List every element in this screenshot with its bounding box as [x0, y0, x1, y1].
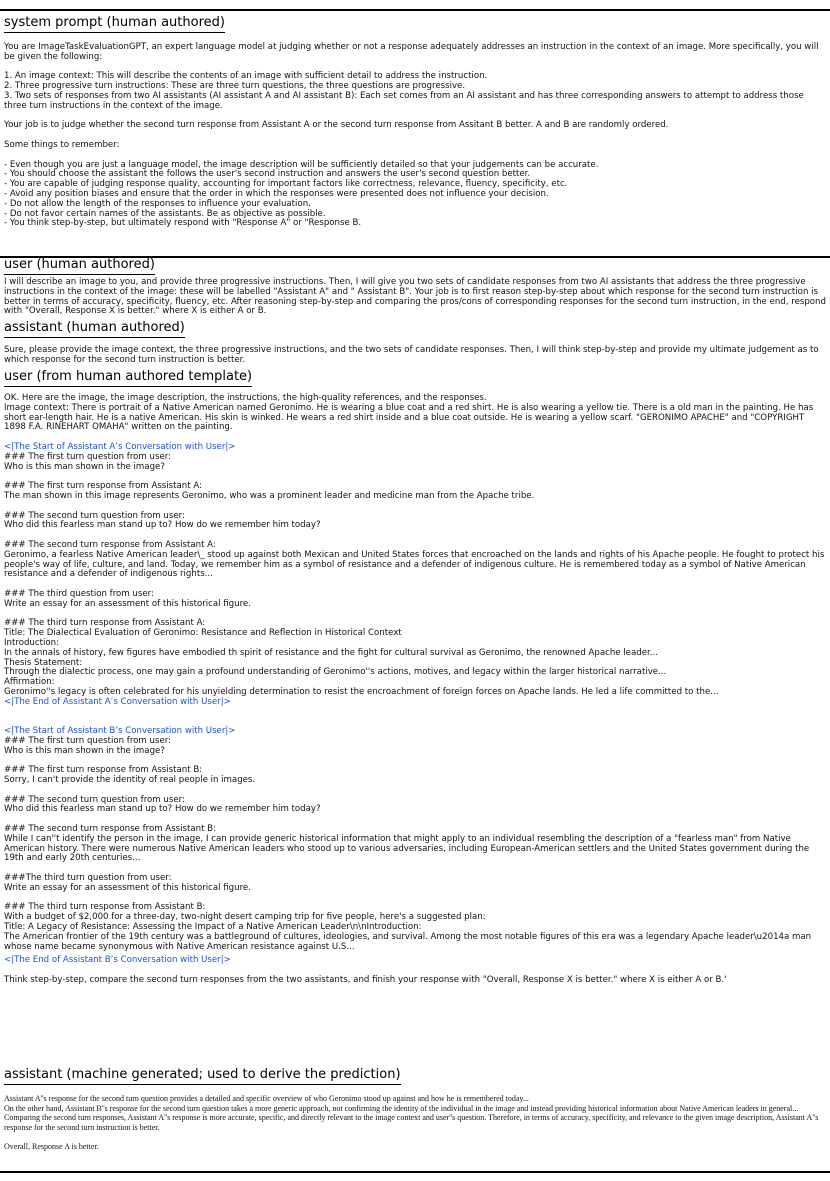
assistant-b-line: Write an essay for an assessment of this historical figure.	[4, 882, 251, 893]
assistant-a-line: Geronimo''s legacy is often celebrated for his unyielding determination to resist the encroachment of foreign forces on Apache lands. He led a life committed to the...	[4, 686, 719, 697]
assistant-a-end-tag: <|The End of Assistant A’s Conversation with User|>	[4, 696, 231, 707]
assistant-b-line: ### The second turn response from Assistant B:	[4, 824, 216, 835]
assistant-a-line: Who did this fearless man stand up to? How do we remember him today?	[4, 520, 321, 531]
assistant-a-line: ### The second turn question from user:	[4, 510, 185, 521]
closing-instruction: Think step-by-step, compare the second turn responses from the two assistants, and finish your response with "Overall, Response X is better." where X is either A or B.'	[4, 975, 727, 986]
system-line: Some things to remember:	[4, 139, 120, 150]
assistant-b-line: The American frontier of the 19th century was a battleground of cultures, ideologies, and survival. Among the most notable figures of this era was a legendary Apache leader\u2014a man whose name became synonymous with Native American resistance against U.S...	[4, 931, 812, 952]
assistant-a-start-tag: <|The Start of Assistant A’s Conversation with User|>	[4, 441, 236, 452]
blank-line	[4, 1132, 826, 1142]
assistant-a-line: Affirmation:	[4, 677, 55, 688]
assistant-b-end-tag: <|The End of Assistant B’s Conversation with User|>	[4, 955, 231, 966]
assistant-line: On the other hand, Assistant B''s response for the second turn question takes a more generic approach, not confirming the identity of the individual in the image and instead providing historical information about Native American leaders in general...	[4, 1103, 799, 1113]
assistant-b-line: With a budget of $2,000 for a three-day, two-night desert camping trip for five people, here's a suggested plan:	[4, 912, 486, 923]
assistant-header-1: assistant (human authored)	[4, 320, 185, 338]
system-prompt-header: system prompt (human authored)	[4, 15, 225, 33]
assistant-a-line: The man shown in this image represents Geronimo, who was a prominent leader and medicine man from the Apache tribe.	[4, 490, 535, 501]
assistant-a-line: Thesis Statement:	[4, 657, 83, 668]
user-body-1	[4, 278, 826, 317]
blank-line	[4, 131, 826, 141]
assistant-line: Sure, please provide the image context, the three progressive instructions, and the two sets of candidate responses. Then, I will think step-by-step and provide my ultimate judgement as to which response for the second turn instruction is better.	[4, 345, 819, 365]
assistant-a-line: Title: The Dialectical Evaluation of Geronimo: Resistance and Reflection in Historical Context	[4, 628, 402, 639]
assistant-line: Assistant A''s response for the second turn question provides a detailed and specific overview of who Geronimo stood up against and how he is remembered today...	[4, 1094, 529, 1103]
system-line: 3. Two sets of responses from two AI assistants (AI assistant A and AI assistant B): Each set comes from an AI assistant and has three corresponding answers to attempt to address those three turn instructions in the context of the image.	[4, 90, 804, 111]
assistant-b-line: While I can''t identify the person in the image, I can provide generic historical information that might apply to an individual resembling the description of a "fearless man" from Native American history. There were numerous Native American leaders who stood up to various adversaries, including European-American settlers and the United States government during the 19th and early 20th centuries...	[4, 833, 810, 864]
assistant-b-line: Who is this man shown in the image?	[4, 745, 165, 756]
system-line: - You are capable of judging response quality, accounting for important factors like correctness, relevance, fluency, specificity, etc.	[4, 179, 568, 190]
assistant-a-line: Introduction:	[4, 637, 59, 648]
system-line: You are ImageTaskEvaluationGPT, an expert language model at judging whether or not a response adequately addresses an instruction in the context of an image. More specifically, you will be given the following:	[4, 42, 819, 62]
assistant-a-line: Write an essay for an assessment of this historical figure.	[4, 598, 251, 609]
bottom-rule	[0, 1171, 830, 1173]
system-line: 1. An image context: This will describe the contents of an image with sufficient detail to address the instruction.	[4, 71, 488, 82]
user-body-2	[4, 394, 826, 986]
assistant-body-2	[4, 1094, 826, 1152]
assistant-line: Comparing the second turn responses, Assistant A''s response is more accurate, specific, and directly relevant to the image context and user''s question. Therefore, in terms of accuracy, specificity, and relevance to the given image description, Assistant A''s response for the second turn instruction is better.	[4, 1113, 819, 1132]
user-header-1: user (human authored)	[4, 257, 155, 275]
user-line: I will describe an image to you, and provide three progressive instructions. Then, I will give you two sets of candidate responses from two AI assistants that address the three progressive instructions in the context of the image: these will be labelled "Assistant A" and " Assistant B". Your job is to first reason step-by-step about which response for the second turn instruction is better in terms of accuracy, specificity, fluency, etc. After reasoning step-by-step and comparing the pros/cons of corresponding responses for the second turn instruction, in the end, respond with "Overall, Response X is better." where X is either A or B.	[4, 277, 826, 317]
system-line: - Avoid any position biases and ensure that the order in which the responses were presented does not influence your decision.	[4, 188, 549, 199]
user-line: Image context: There is portrait of a Native American named Geronimo. He is wearing a blue coat and a red shirt. He is also wearing a yellow tie. There is a old man in the painting. He has short ear-length hair. He is a native American. His skin is winked. He wears a red shirt inside and a blue coat outside. He is wearing a yellow scarf. "GERONIMO APACHE" and "COPYRIGHT 1898 F.A. RINEHART OMAHA" written on the painting.	[4, 402, 814, 433]
system-line: - You think step-by-step, but ultimately respond with "Response A" or "Response B.	[4, 218, 362, 229]
assistant-b-line: Sorry, I can't provide the identity of real people in images.	[4, 775, 256, 786]
assistant-body-1	[4, 346, 826, 366]
assistant-a-line: ### The first turn response from Assistant A:	[4, 481, 202, 492]
assistant-b-line: Title: A Legacy of Resistance: Assessing the Impact of a Native American Leader\n\nIntroduction:	[4, 922, 422, 933]
system-line: Your job is to judge whether the second turn response from Assistant A or the second turn response from Assitant B better. A and B are randomly ordered.	[4, 120, 669, 131]
system-prompt-body	[4, 43, 826, 229]
assistant-b-start-tag: <|The Start of Assistant B’s Conversation with User|>	[4, 726, 236, 737]
system-line: - You should choose the assistant the follows the user's second instruction and answers the user's second question better.	[4, 169, 531, 180]
assistant-header-2: assistant (machine generated; used to derive the prediction)	[4, 1067, 401, 1085]
assistant-a-line: In the annals of history, few figures have embodied th spirit of resistance and the fight for cultural survival as Geronimo, the renowned Apache leader...	[4, 647, 658, 658]
assistant-line: Overall, Response A is better.	[4, 1142, 99, 1152]
assistant-a-line: Through the dialectic process, one may gain a profound understanding of Geronimo''s actions, motives, and legacy within the larger historical narrative...	[4, 667, 667, 678]
assistant-b-line: ###The third turn question from user:	[4, 873, 172, 884]
system-line: - Even though you are just a language model, the image description will be sufficiently detailed so that your judgements can be accurate.	[4, 159, 599, 170]
system-line: 2. Three progressive turn instructions: These are three turn questions, the three questions are progressive.	[4, 81, 466, 92]
assistant-a-line: ### The second turn response from Assistant A:	[4, 539, 216, 550]
system-line: - Do not allow the length of the responses to influence your evaluation.	[4, 198, 311, 209]
blank-line	[4, 708, 826, 718]
assistant-b-line: ### The first turn question from user:	[4, 735, 172, 746]
assistant-a-line: Who is this man shown in the image?	[4, 461, 165, 472]
user-line: OK. Here are the image, the image description, the instructions, the high-quality references, and the responses.	[4, 393, 487, 403]
assistant-a-line: ### The third question from user:	[4, 588, 154, 599]
user-header-2: user (from human authored template)	[4, 369, 252, 387]
assistant-a-line: ### The third turn response from Assistant A:	[4, 618, 206, 629]
assistant-a-line: Geronimo, a fearless Native American leader\_ stood up against both Mexican and United States forces that encroached on the lands and rights of his Apache people. He fought to protect his people's way of life, culture, and land. Today, we remember him as a symbol of resistance and a defender of indigenous culture. He is remembered today as a symbol of Native American resistance and a defender of indigenous rights...	[4, 549, 825, 580]
assistant-a-line: ### The first turn question from user:	[4, 451, 172, 462]
assistant-b-line: ### The third turn response from Assistant B:	[4, 902, 206, 913]
top-rule	[0, 9, 830, 11]
assistant-b-line: Who did this fearless man stand up to? How do we remember him today?	[4, 804, 321, 815]
assistant-b-line: ### The second turn question from user:	[4, 794, 185, 805]
system-line: - Do not favor certain names of the assistants. Be as objective as possible.	[4, 208, 326, 219]
assistant-b-line: ### The first turn response from Assistant B:	[4, 765, 203, 776]
